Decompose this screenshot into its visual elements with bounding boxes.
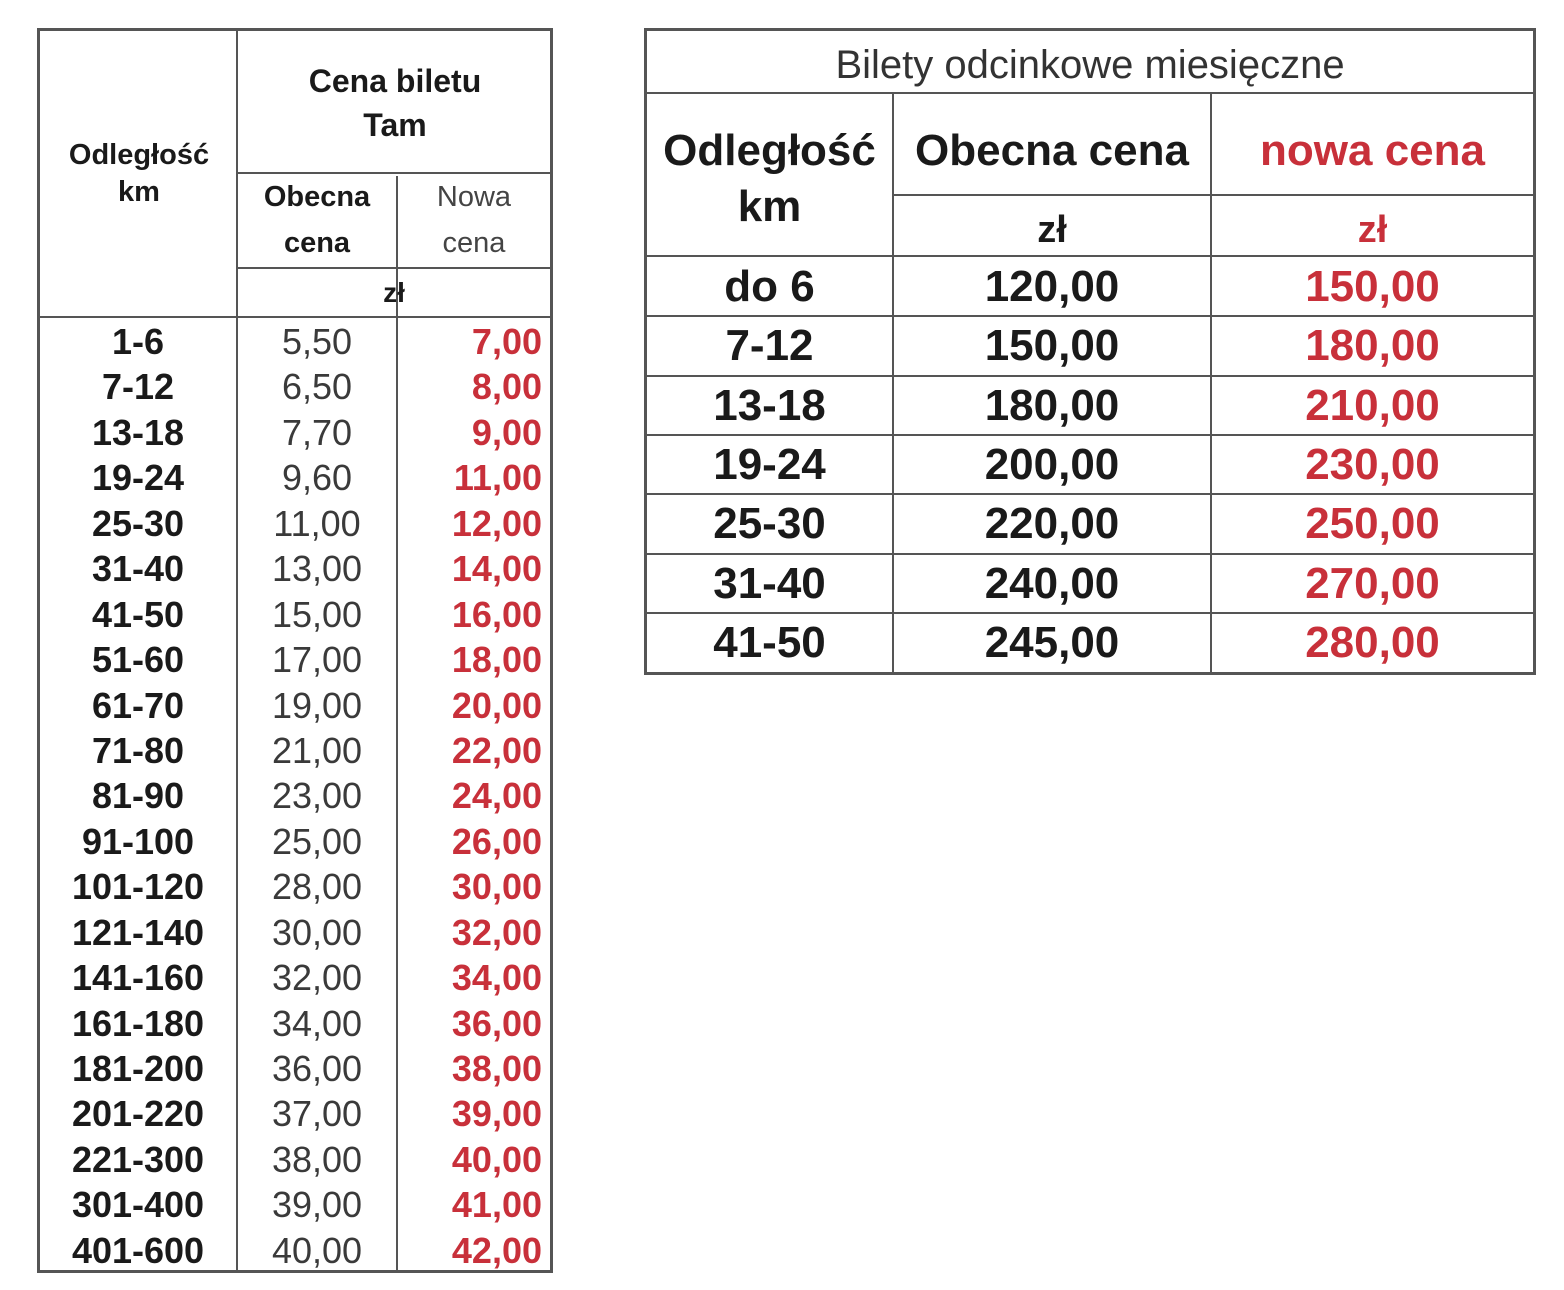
- current-price-cell: 19,00: [271, 684, 363, 726]
- header-current-price-line2: cena: [283, 227, 351, 259]
- header-current-price-line1: Obecna: [263, 181, 371, 213]
- table-row: [647, 435, 1533, 495]
- distance-cell: 7-12: [725, 321, 814, 371]
- new-price-cell: 40,00: [451, 1138, 542, 1180]
- table-body: [647, 257, 1533, 672]
- current-price-cell: 5,50: [281, 321, 353, 362]
- current-price-cell: 200,00: [984, 439, 1120, 489]
- table-row: [647, 494, 1533, 554]
- header-new-price: nowa cena: [1260, 126, 1485, 175]
- current-price-cell: 32,00: [271, 957, 363, 999]
- new-price-cell: 24,00: [451, 775, 542, 817]
- distance-cell: 25-30: [91, 502, 185, 544]
- current-price-cell: 180,00: [984, 380, 1120, 430]
- divider: [40, 316, 550, 318]
- header-distance: [46, 141, 232, 207]
- current-price-cell: 6,50: [281, 366, 353, 408]
- new-price-cell: 150,00: [1305, 262, 1440, 311]
- current-price-cell: 34,00: [271, 1002, 363, 1044]
- header-new-price: [398, 183, 550, 258]
- current-price-cell: 11,00: [273, 502, 361, 544]
- new-price-cell: 34,00: [451, 957, 542, 999]
- new-price-cell: 9,00: [471, 411, 542, 453]
- header-current-price: Obecna cena: [915, 126, 1189, 175]
- new-price-cell: 180,00: [1305, 321, 1440, 371]
- new-price-cell: 210,00: [1305, 380, 1440, 430]
- current-price-cell: 245,00: [984, 617, 1120, 667]
- distance-cell: 41-50: [713, 617, 826, 667]
- new-price-cell: 36,00: [451, 1002, 542, 1044]
- table-row: [647, 554, 1533, 614]
- current-price-cell: 21,00: [271, 729, 363, 771]
- new-price-cell: 39,00: [451, 1093, 542, 1135]
- table-row: [647, 316, 1533, 376]
- header-new-price-line2: cena: [442, 227, 506, 259]
- divider: [236, 172, 550, 174]
- distance-cell: 161-180: [71, 1002, 205, 1044]
- single-ticket-price-table: [37, 28, 553, 1273]
- distance-cell: 1-6: [111, 321, 165, 362]
- header-distance-line2: km: [118, 176, 160, 208]
- current-price-cell: 13,00: [271, 548, 363, 590]
- distance-column: [40, 319, 236, 1273]
- divider: [647, 92, 1533, 94]
- distance-cell: 71-80: [91, 729, 185, 771]
- header-new-price-line1: Nowa: [436, 181, 512, 213]
- current-price-column: [238, 319, 396, 1273]
- distance-cell: 201-220: [71, 1093, 205, 1135]
- current-price-cell: 220,00: [984, 499, 1120, 549]
- new-price-cell: 18,00: [451, 639, 542, 681]
- new-price-cell: 20,00: [451, 684, 542, 726]
- new-price-cell: 12,00: [451, 502, 542, 544]
- distance-cell: 81-90: [91, 775, 185, 817]
- distance-cell: 41-50: [91, 593, 185, 635]
- new-price-cell: 30,00: [451, 866, 542, 908]
- current-price-cell: 23,00: [271, 775, 363, 817]
- current-price-cell: 28,00: [271, 866, 363, 908]
- new-price-cell: 32,00: [451, 911, 542, 953]
- distance-cell: 61-70: [91, 684, 185, 726]
- distance-cell: 25-30: [713, 499, 826, 549]
- unit-current: zł: [1037, 209, 1067, 251]
- distance-cell: 31-40: [713, 558, 826, 608]
- table-row: [647, 257, 1533, 317]
- new-price-cell: 270,00: [1305, 558, 1440, 608]
- current-price-cell: 40,00: [271, 1229, 363, 1271]
- header-unit: zł: [383, 277, 405, 308]
- new-price-cell: 230,00: [1305, 439, 1440, 489]
- new-price-cell: 8,00: [471, 366, 542, 408]
- distance-cell: 121-140: [71, 911, 205, 953]
- distance-cell: 19-24: [713, 439, 826, 489]
- table-title: Bilety odcinkowe miesięczne: [835, 43, 1345, 87]
- header-distance-line1: Odległość: [663, 126, 876, 175]
- table-row: [647, 613, 1533, 673]
- distance-cell: 13-18: [91, 411, 185, 453]
- current-price-cell: 150,00: [984, 321, 1120, 371]
- current-price-cell: 36,00: [271, 1048, 363, 1089]
- distance-cell: do 6: [724, 262, 815, 311]
- current-price-cell: 7,70: [281, 411, 353, 453]
- distance-cell: 91-100: [81, 820, 195, 862]
- current-price-cell: 9,60: [281, 457, 353, 499]
- header-distance-line1: Odległość: [68, 139, 210, 171]
- new-price-cell: 22,00: [451, 729, 542, 771]
- new-price-cell: 38,00: [451, 1048, 542, 1089]
- new-price-cell: 280,00: [1305, 617, 1440, 667]
- new-price-cell: 26,00: [451, 820, 542, 862]
- current-price-cell: 39,00: [271, 1184, 363, 1226]
- distance-cell: 101-120: [71, 866, 205, 908]
- header-distance-line2: km: [737, 182, 802, 231]
- header-ticket-price: [240, 65, 550, 141]
- monthly-ticket-price-table: [644, 28, 1536, 675]
- header-distance: [647, 126, 892, 231]
- distance-cell: 51-60: [91, 639, 185, 681]
- distance-cell: 19-24: [91, 457, 185, 499]
- table-row: [647, 376, 1533, 436]
- current-price-cell: 17,00: [271, 639, 363, 681]
- new-price-cell: 7,00: [471, 321, 542, 362]
- distance-cell: 221-300: [71, 1138, 205, 1180]
- distance-cell: 7-12: [101, 366, 175, 408]
- current-price-cell: 240,00: [984, 558, 1120, 608]
- unit-new: zł: [1357, 209, 1388, 251]
- distance-cell: 141-160: [71, 957, 205, 999]
- distance-cell: 31-40: [91, 548, 185, 590]
- new-price-column: [398, 319, 542, 1273]
- header-current-price: [238, 183, 396, 258]
- new-price-cell: 42,00: [451, 1229, 542, 1271]
- header-ticket-price-line1: Cena biletu: [308, 63, 482, 99]
- header-ticket-price-line2: Tam: [363, 107, 427, 143]
- distance-cell: 13-18: [713, 380, 826, 430]
- current-price-cell: 25,00: [271, 820, 363, 862]
- distance-cell: 301-400: [71, 1184, 205, 1226]
- new-price-cell: 14,00: [451, 548, 542, 590]
- new-price-cell: 16,00: [451, 593, 542, 635]
- divider: [236, 267, 550, 269]
- current-price-cell: 15,00: [271, 593, 363, 635]
- current-price-cell: 120,00: [984, 262, 1120, 311]
- new-price-cell: 11,00: [453, 457, 542, 499]
- current-price-cell: 37,00: [271, 1093, 363, 1135]
- new-price-cell: 41,00: [451, 1184, 542, 1226]
- new-price-cell: 250,00: [1305, 499, 1440, 549]
- divider: [894, 194, 1533, 196]
- current-price-cell: 38,00: [271, 1138, 363, 1180]
- current-price-cell: 30,00: [271, 911, 363, 953]
- distance-cell: 181-200: [71, 1048, 205, 1089]
- distance-cell: 401-600: [71, 1229, 205, 1271]
